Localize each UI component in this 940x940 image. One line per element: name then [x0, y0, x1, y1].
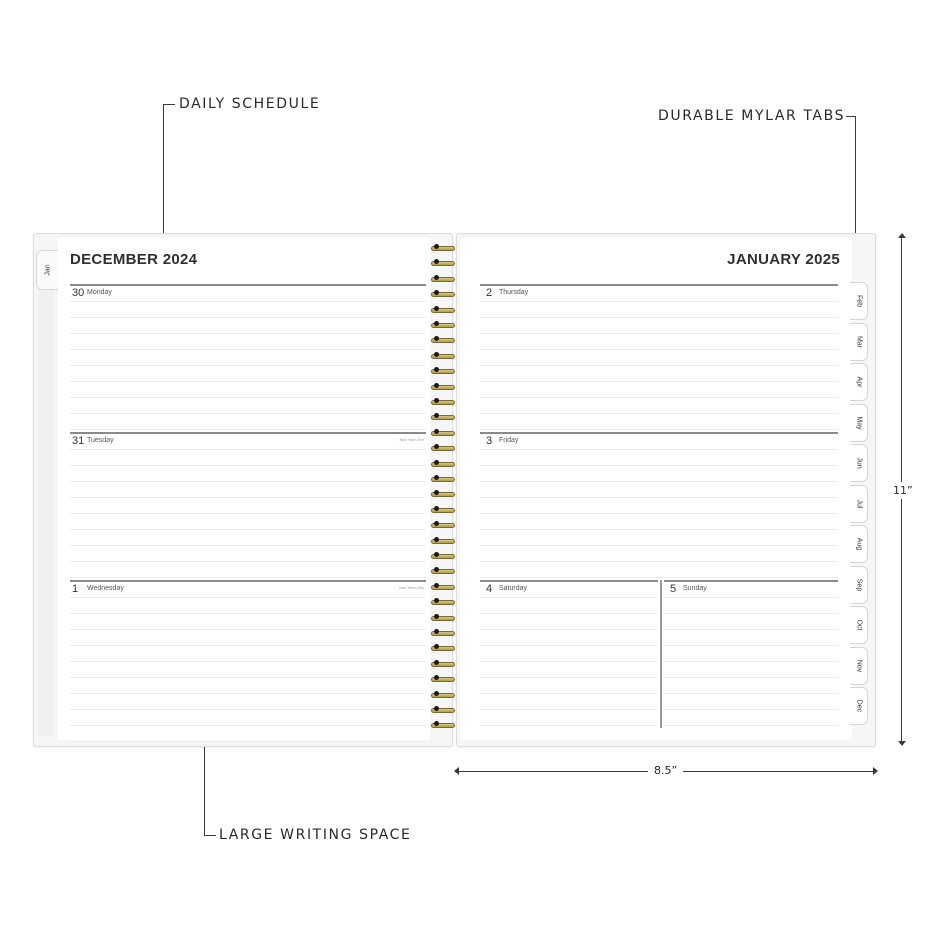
month-tab-jun[interactable] [850, 444, 868, 482]
height-label: 11” [893, 484, 913, 497]
left-month-title: DECEMBER 2024 [70, 251, 198, 268]
width-label: 8.5” [648, 764, 683, 777]
writing-lines[interactable] [480, 582, 658, 726]
coil-ring [431, 446, 455, 451]
coil-ring [431, 554, 455, 559]
width-arrow-left [454, 767, 459, 775]
day-number: 31 [72, 435, 85, 447]
coil-ring [431, 385, 455, 390]
front-tab-jan[interactable] [36, 250, 59, 290]
coil-ring [431, 292, 455, 297]
month-tab-label: Apr [855, 376, 862, 388]
day-number: 5 [670, 583, 677, 595]
holiday-label: New Year's Day [399, 586, 424, 590]
day-block-4 [480, 284, 838, 430]
day-number: 30 [72, 287, 85, 299]
month-tab-apr[interactable] [850, 363, 868, 401]
day-number: 2 [486, 287, 493, 299]
coil-ring [431, 323, 455, 328]
right-month-title: JANUARY 2025 [727, 251, 840, 268]
month-tab-label: Sep [855, 578, 862, 591]
writing-space-callout: LARGE WRITING SPACE [219, 827, 412, 843]
height-arrow-bottom [898, 741, 906, 746]
day-name: Thursday [499, 289, 529, 296]
coil-ring [431, 600, 455, 605]
left-page [58, 238, 430, 740]
month-tab-label: Feb [855, 294, 862, 308]
right-page [460, 238, 852, 740]
month-tab-feb[interactable] [850, 282, 868, 320]
coil-ring [431, 539, 455, 544]
coil-ring [431, 523, 455, 528]
coil-ring [431, 585, 455, 590]
coil-ring [431, 677, 455, 682]
width-arrow-right [873, 767, 878, 775]
holiday-label: New Year's Eve [399, 438, 424, 442]
month-tab-jul[interactable] [850, 485, 868, 523]
writing-lines[interactable] [664, 582, 838, 726]
writing-lines[interactable] [70, 582, 426, 742]
day-name: Saturday [499, 585, 528, 592]
day-block-7 [664, 580, 838, 728]
coil-ring [431, 415, 455, 420]
day-name: Friday [499, 437, 519, 444]
day-name: Tuesday [87, 437, 114, 444]
day-number: 3 [486, 435, 493, 447]
coil-ring [431, 369, 455, 374]
coil-ring [431, 477, 455, 482]
writing-lines[interactable] [70, 434, 426, 578]
day-block-1 [70, 284, 426, 430]
coil-ring [431, 431, 455, 436]
day-name: Monday [87, 289, 112, 296]
daily-schedule-leader-h [163, 104, 175, 105]
mylar-tabs-callout: DURABLE MYLAR TABS [658, 108, 846, 124]
coil-ring [431, 662, 455, 667]
writing-lines[interactable] [480, 286, 838, 430]
coil-ring [431, 354, 455, 359]
month-tab-label: May [855, 415, 862, 430]
coil-ring [431, 246, 455, 251]
writing-lines[interactable] [70, 286, 426, 430]
weekend-divider [660, 580, 662, 728]
front-tab-jan-label: Jan [44, 264, 52, 276]
height-arrow-top [898, 233, 906, 238]
coil-ring [431, 277, 455, 282]
coil-ring [431, 708, 455, 713]
month-tab-oct[interactable] [850, 606, 868, 644]
day-block-5 [480, 432, 838, 578]
coil-ring [431, 631, 455, 636]
month-tab-label: Jun [855, 457, 862, 469]
daily-schedule-callout: DAILY SCHEDULE [179, 96, 321, 112]
writing-lines[interactable] [480, 434, 838, 578]
writing-space-leader-h [204, 835, 216, 836]
month-tab-dec[interactable] [850, 687, 868, 725]
coil-ring [431, 400, 455, 405]
coil-ring [431, 462, 455, 467]
coil-ring [431, 338, 455, 343]
month-tab-may[interactable] [850, 404, 868, 442]
month-tab-label: Dec [855, 699, 862, 713]
coil-ring [431, 308, 455, 313]
coil-ring [431, 693, 455, 698]
tab-edge-strip [38, 290, 54, 736]
coil-ring [431, 646, 455, 651]
month-tab-label: Oct [855, 619, 862, 631]
month-tab-mar[interactable] [850, 323, 868, 361]
day-name: Wednesday [87, 585, 124, 592]
day-block-3 [70, 580, 426, 736]
month-tab-aug[interactable] [850, 525, 868, 563]
month-tab-label: Jul [855, 499, 862, 508]
month-tab-label: Aug [855, 537, 862, 551]
coil-ring [431, 723, 455, 728]
coil-ring [431, 616, 455, 621]
day-block-6 [480, 580, 658, 728]
coil-ring [431, 569, 455, 574]
coil-ring [431, 261, 455, 266]
coil-ring [431, 508, 455, 513]
day-block-2 [70, 432, 426, 578]
day-number: 1 [72, 583, 79, 595]
month-tab-sep[interactable] [850, 566, 868, 604]
month-tab-label: Nov [855, 659, 862, 672]
coil-ring [431, 492, 455, 497]
day-number: 4 [486, 583, 493, 595]
day-name: Sunday [683, 585, 707, 592]
month-tab-nov[interactable] [850, 647, 868, 685]
month-tab-label: Mar [855, 335, 862, 348]
